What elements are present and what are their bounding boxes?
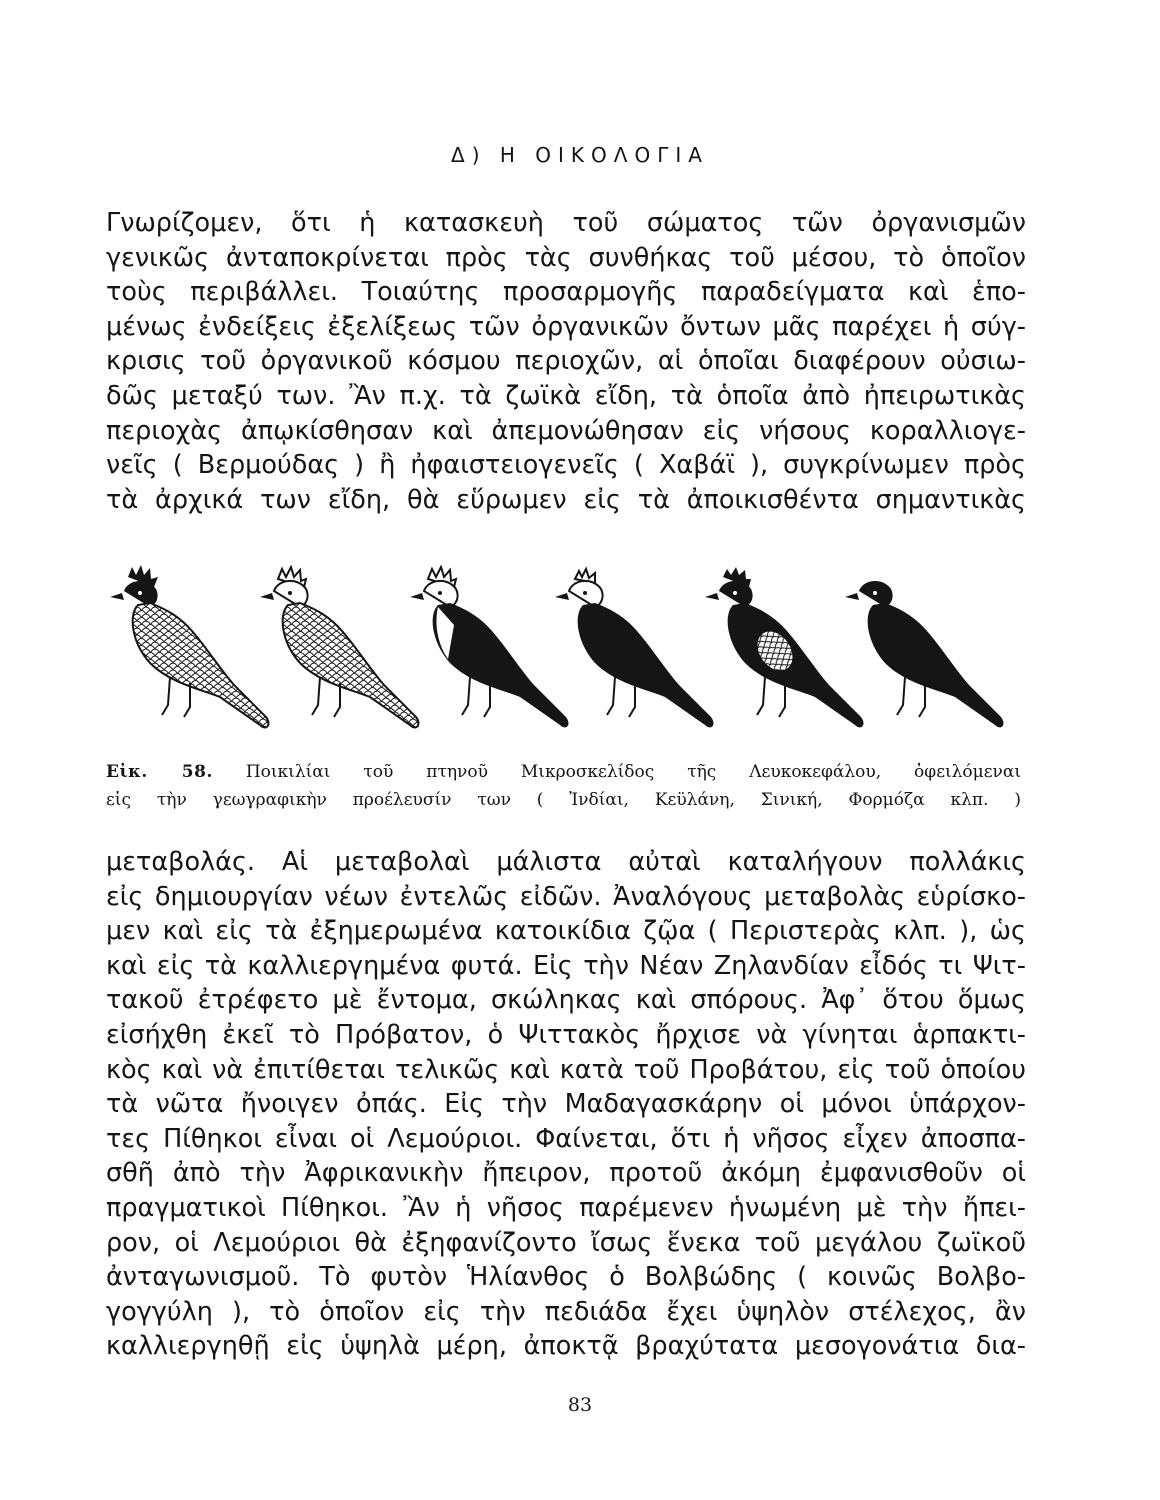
figure-label: Εἰκ. 58. [106,762,213,782]
text-line: μεν καὶ εἰς τὰ ἐξημερωμένα κατοικίδια ζῷα ( Περιστερὰς κλπ. ), ὡς [106,916,1026,947]
text-line: γενικῶς ἀνταποκρίνεται πρὸς τὰς συνθήκας τοῦ μέσου, τὸ ὁποῖον [106,242,1026,273]
text-line: τοὺς περιβάλλει. Τοιαύτης προσαρμογῆς παραδείγματα καὶ ἑπο- [106,277,1026,308]
bird-4 [555,569,713,727]
text-line: εἰς δημιουργίαν νέων ἐντελῶς εἰδῶν. Ἀναλόγους μεταβολὰς εὑρίσκο- [106,881,1026,912]
bird-6 [845,581,1003,727]
text-line: Γνωρίζομεν, ὅτι ἡ κατασκευὴ τοῦ σώματος τῶν ὀργανισμῶν [106,208,1026,238]
text-line: τες Πίθηκοι εἶναι οἱ Λεμούριοι. Φαίνεται, ὅτι ἡ νῆσος εἶχεν ἀποσπα- [106,1123,1026,1154]
text-line: ἀνταγωνισμοῦ. Τὸ φυτὸν Ἡλίανθος ὁ Βολβώδης ( κοινῶς Βολβο- [106,1262,1026,1293]
text-line: ρον, οἱ Λεμούριοι θὰ ἐξηφανίζοντο ἴσως ἕνεκα τοῦ μεγάλου ζωϊκοῦ [106,1227,1026,1258]
text-line: εἰσήχθη ἐκεῖ τὸ Πρόβατον, ὁ Ψιττακὸς ἤρχισε νὰ γίνηται ἁρπακτι- [106,1019,1026,1050]
text-line: κὸς καὶ νὰ ἐπιτίθεται τελικῶς καὶ κατὰ τοῦ Προβάτου, εἰς τοῦ ὁποίου [106,1054,1026,1085]
text-line: περιοχὰς ἀπῳκίσθησαν καὶ ἀπεμονώθησαν εἰς νήσους κοραλλιογε- [106,415,1026,446]
caption-text-1: Ποικιλίαι τοῦ πτηνοῦ Μικροσκελίδος τῆς Λευκοκεφάλου, ὀφειλόμεναι [245,762,1022,782]
text-line: πραγματικοὶ Πίθηκοι. Ἂν ἡ νῆσος παρέμενεν ἡνωμένη μὲ τὴν ἤπει- [106,1192,1026,1223]
text-line: μένως ἐνδείξεις ἐξελίξεως τῶν ὀργανικῶν ὄντων μᾶς παρέχει ἡ σύγ- [106,311,1026,342]
text-line: μεταβολάς. Αἱ μεταβολαὶ μάλιστα αὐταὶ καταλήγουν πολλάκις [106,847,1026,877]
section-heading: Δ) Η ΟΙΚΟΛΟΓΙΑ [451,143,709,167]
text-line: σθῆ ἀπὸ τὴν Ἀφρικανικὴν ἤπειρον, προτοῦ ἀκόμη ἐμφανισθοῦν οἱ [106,1158,1026,1189]
page-number: 83 [567,1394,593,1416]
bird-3 [410,567,568,727]
text-line: γογγύλη ), τὸ ὁποῖον εἰς τὴν πεδιάδα ἔχει ὑψηλὸν στέλεχος, ἂν [106,1296,1026,1327]
caption-line-1 [106,758,1021,786]
bird-5 [705,567,863,727]
bird-2 [260,567,418,727]
bird-variations-figure [100,565,1030,740]
text-line: νεῖς ( Βερμούδας ) ἢ ἠφαιστειογενεῖς ( Χαβάϊ ), συγκρίνωμεν πρὸς [106,450,1026,481]
text-line: καὶ εἰς τὰ καλλιεργημένα φυτά. Εἰς τὴν Νέαν Ζηλανδίαν εἶδός τι Ψιτ- [106,950,1026,981]
bird-1 [110,565,268,727]
text-line: τὰ ἀρχικά των εἴδη, θὰ εὕρωμεν εἰς τὰ ἀποικισθέντα σημαντικὰς [106,484,1026,515]
text-line: κρισις τοῦ ὀργανικοῦ κόσμου περιοχῶν, αἱ ὁποῖαι διαφέρουν οὐσιω- [106,346,1026,377]
caption-text-2: εἰς τὴν γεωγραφικὴν προέλευσίν των ( Ἰνδίαι, Κεϋλάνη, Σινική, Φορμόζα κλπ. ) [106,790,1021,810]
paragraph-1 [106,206,1026,517]
text-line: τὰ νῶτα ἤνοιγεν ὀπάς. Εἰς τὴν Μαδαγασκάρην οἱ μόνοι ὑπάρχον- [106,1089,1026,1120]
paragraph-2 [106,845,1026,1364]
figure-caption [106,758,1021,814]
text-line: τακοῦ ἐτρέφετο μὲ ἔντομα, σκώληκας καὶ σπόρους. Ἀφ᾽ ὅτου ὅμως [106,985,1026,1016]
text-line: δῶς μεταξύ των. Ἂν π.χ. τὰ ζωϊκὰ εἴδη, τὰ ὁποῖα ἀπὸ ἠπειρωτικὰς [106,380,1026,411]
text-line: καλλιεργηθῇ εἰς ὑψηλὰ μέρη, ἀποκτᾷ βραχύτατα μεσογονάτια δια- [106,1331,1026,1362]
